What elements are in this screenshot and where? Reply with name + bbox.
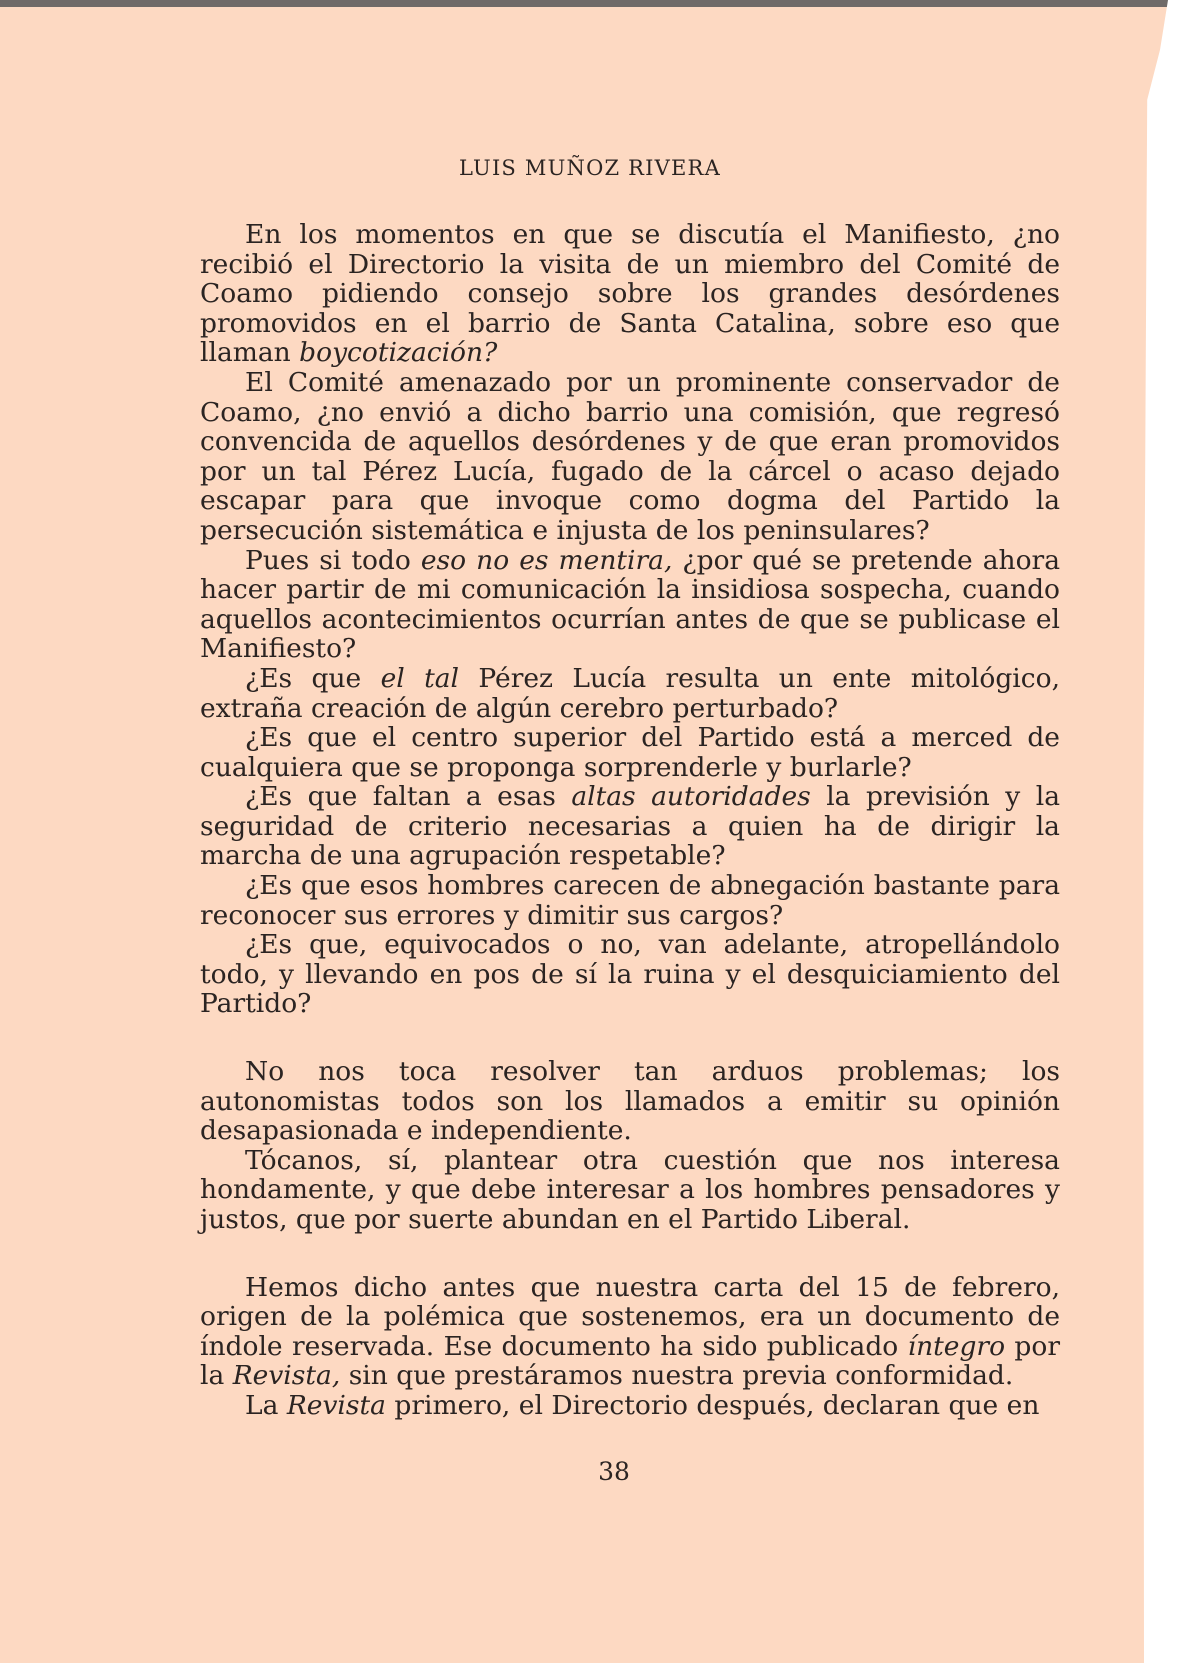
paragraph: Hemos dicho antes que nuestra carta del 15 de febrero, origen de la polémica que sostenemos, era un documento de índole reservada. Ese documento ha sido publicado íntegro por la Revista, sin que prestáramos nuestra previa conformidad. xyxy=(200,1271,1060,1392)
paragraph: ¿Es que el tal Pérez Lucía resulta un ente mitológico, extraña creación de algún cerebro perturbado? xyxy=(200,662,1060,724)
paragraph: ¿Es que esos hombres carecen de abnegación bastante para reconocer sus errores y dimitir sus cargos? xyxy=(200,870,1060,931)
section-gap xyxy=(200,1019,1060,1057)
paragraph: ¿Es que el centro superior del Partido está a merced de cualquiera que se proponga sorprenderle y burlarle? xyxy=(200,722,1060,783)
page-number: 38 xyxy=(598,1457,630,1486)
section-gap xyxy=(200,1235,1060,1273)
paragraph: ¿Es que, equivocados o no, van adelante, atropellándolo todo, y llevando en pos de sí la ruina y el desquiciamiento del Partido? xyxy=(200,929,1060,1020)
torn-right-edge xyxy=(1140,0,1180,1663)
page-body xyxy=(200,220,1060,1421)
paragraph: Tócanos, sí, plantear otra cuestión que nos interesa hondamente, y que debe interesar a los hombres pensadores y justos, que por suerte abundan en el Partido Liberal. xyxy=(200,1144,1060,1235)
paragraph: La Revista primero, el Directorio después, declaran que en xyxy=(245,1389,1040,1421)
paragraph: En los momentos en que se discutía el Manifiesto, ¿no recibió el Directorio la visita de un miembro del Comité de Coamo pidiendo consejo sobre los grandes desórdenes promovidos en el barrio de Santa Catalina, sobre eso que llaman boycotización? xyxy=(200,219,1060,369)
page-top-edge xyxy=(0,0,1180,7)
paragraph: ¿Es que faltan a esas altas autoridades la previsión y la seguridad de criterio necesarias a quien ha de dirigir la marcha de una agrupación respetable? xyxy=(200,781,1060,872)
paragraph: El Comité amenazado por un prominente conservador de Coamo, ¿no envió a dicho barrio una comisión, que regresó convencida de aquellos desórdenes y de que eran promovidos por un tal Pérez Lucía, fugado de la cárcel o acaso dejado escapar para que invoque como dogma del Partido la persecución sistemática e injusta de los peninsulares? xyxy=(200,366,1060,546)
paragraph: Pues si todo eso no es mentira, ¿por qué se pretende ahora hacer partir de mi comunicación la insidiosa sospecha, cuando aquellos acontecimientos ocurrían antes de que se publicase el Manifiesto? xyxy=(200,544,1060,665)
paragraph: No nos toca resolver tan arduos problemas; los autonomistas todos son los llamados a emitir su opinión desapasionada e independiente. xyxy=(200,1056,1060,1147)
running-head: LUIS MUÑOZ RIVERA xyxy=(459,156,721,180)
